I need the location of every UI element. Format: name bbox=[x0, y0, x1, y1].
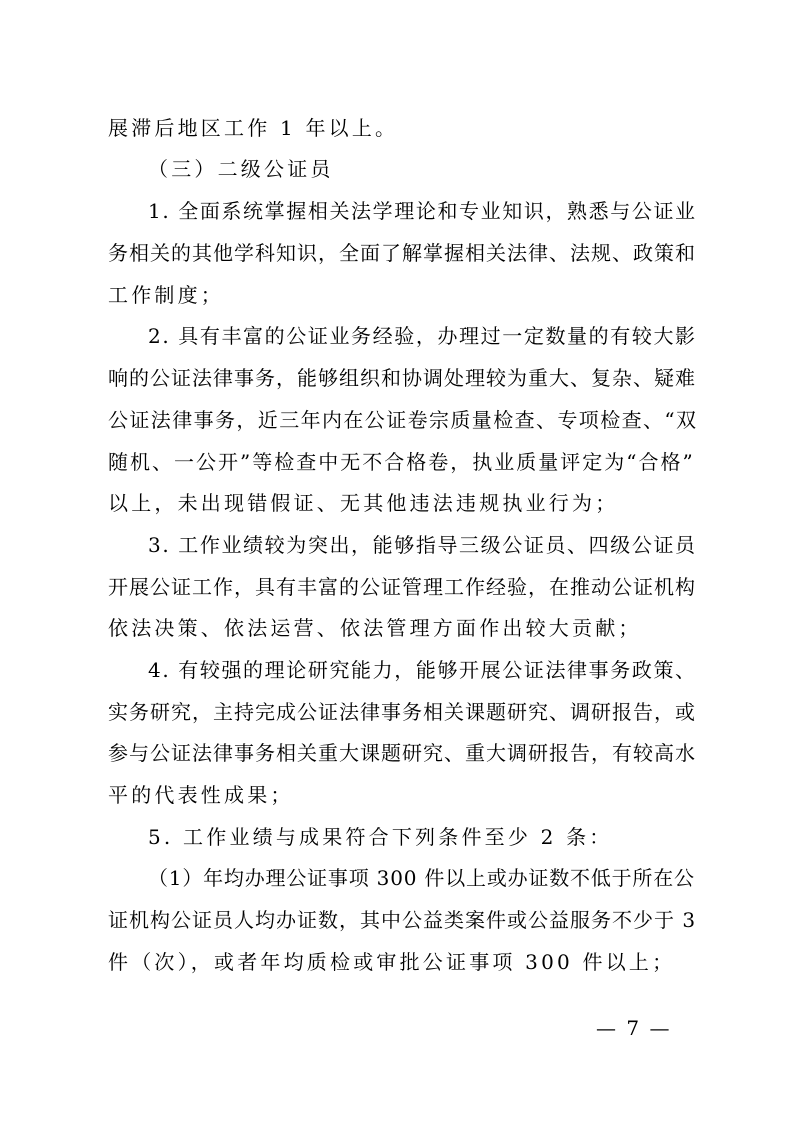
paragraph-line: 工作制度； bbox=[108, 283, 224, 307]
paragraph-line: 务相关的其他学科知识，全面了解掌握相关法律、法规、政策和 bbox=[108, 241, 696, 265]
paragraph-line: 平的代表性成果； bbox=[108, 783, 294, 807]
paragraph-line: 2. 具有丰富的公证业务经验，办理过一定数量的有较大影 bbox=[148, 324, 697, 348]
paragraph-line: 证机构公证员人均办证数，其中公益类案件或公益服务不少于 3 bbox=[108, 908, 697, 932]
paragraph-line: 件（次），或者年均质检或审批公证事项 300 件以上； bbox=[108, 950, 676, 974]
paragraph-line: 公证法律事务，近三年内在公证卷宗质量检查、专项检查、“双 bbox=[108, 408, 698, 432]
paragraph-line: 5. 工作业绩与成果符合下列条件至少 2 条： bbox=[148, 825, 613, 849]
page-number: — 7 — bbox=[596, 1016, 672, 1040]
paragraph-line: 随机、一公开”等检查中无不合格卷，执业质量评定为“合格” bbox=[108, 450, 695, 474]
paragraph-line: 展滞后地区工作 1 年以上。 bbox=[108, 116, 399, 140]
paragraph-line: 以上，未出现错假证、无其他违法违规执业行为； bbox=[108, 491, 619, 515]
paragraph-line: 3. 工作业绩较为突出，能够指导三级公证员、四级公证员 bbox=[148, 533, 697, 557]
section-heading: （三）二级公证员 bbox=[148, 157, 334, 181]
paragraph-line: 响的公证法律事务，能够组织和协调处理较为重大、复杂、疑难 bbox=[108, 366, 696, 390]
paragraph-line: 参与公证法律事务相关重大课题研究、重大调研报告，有较高水 bbox=[108, 741, 696, 765]
paragraph-line: 4. 有较强的理论研究能力，能够开展公证法律事务政策、 bbox=[148, 658, 697, 682]
paragraph-line: 开展公证工作，具有丰富的公证管理工作经验，在推动公证机构 bbox=[108, 575, 696, 599]
paragraph-line: 实务研究，主持完成公证法律事务相关课题研究、调研报告，或 bbox=[108, 700, 696, 724]
paragraph-line: （1）年均办理公证事项 300 件以上或办证数不低于所在公 bbox=[148, 866, 695, 890]
paragraph-line: 1. 全面系统掌握相关法学理论和专业知识，熟悉与公证业 bbox=[148, 199, 697, 223]
paragraph-line: 依法决策、依法运营、依法管理方面作出较大贡献； bbox=[108, 616, 642, 640]
